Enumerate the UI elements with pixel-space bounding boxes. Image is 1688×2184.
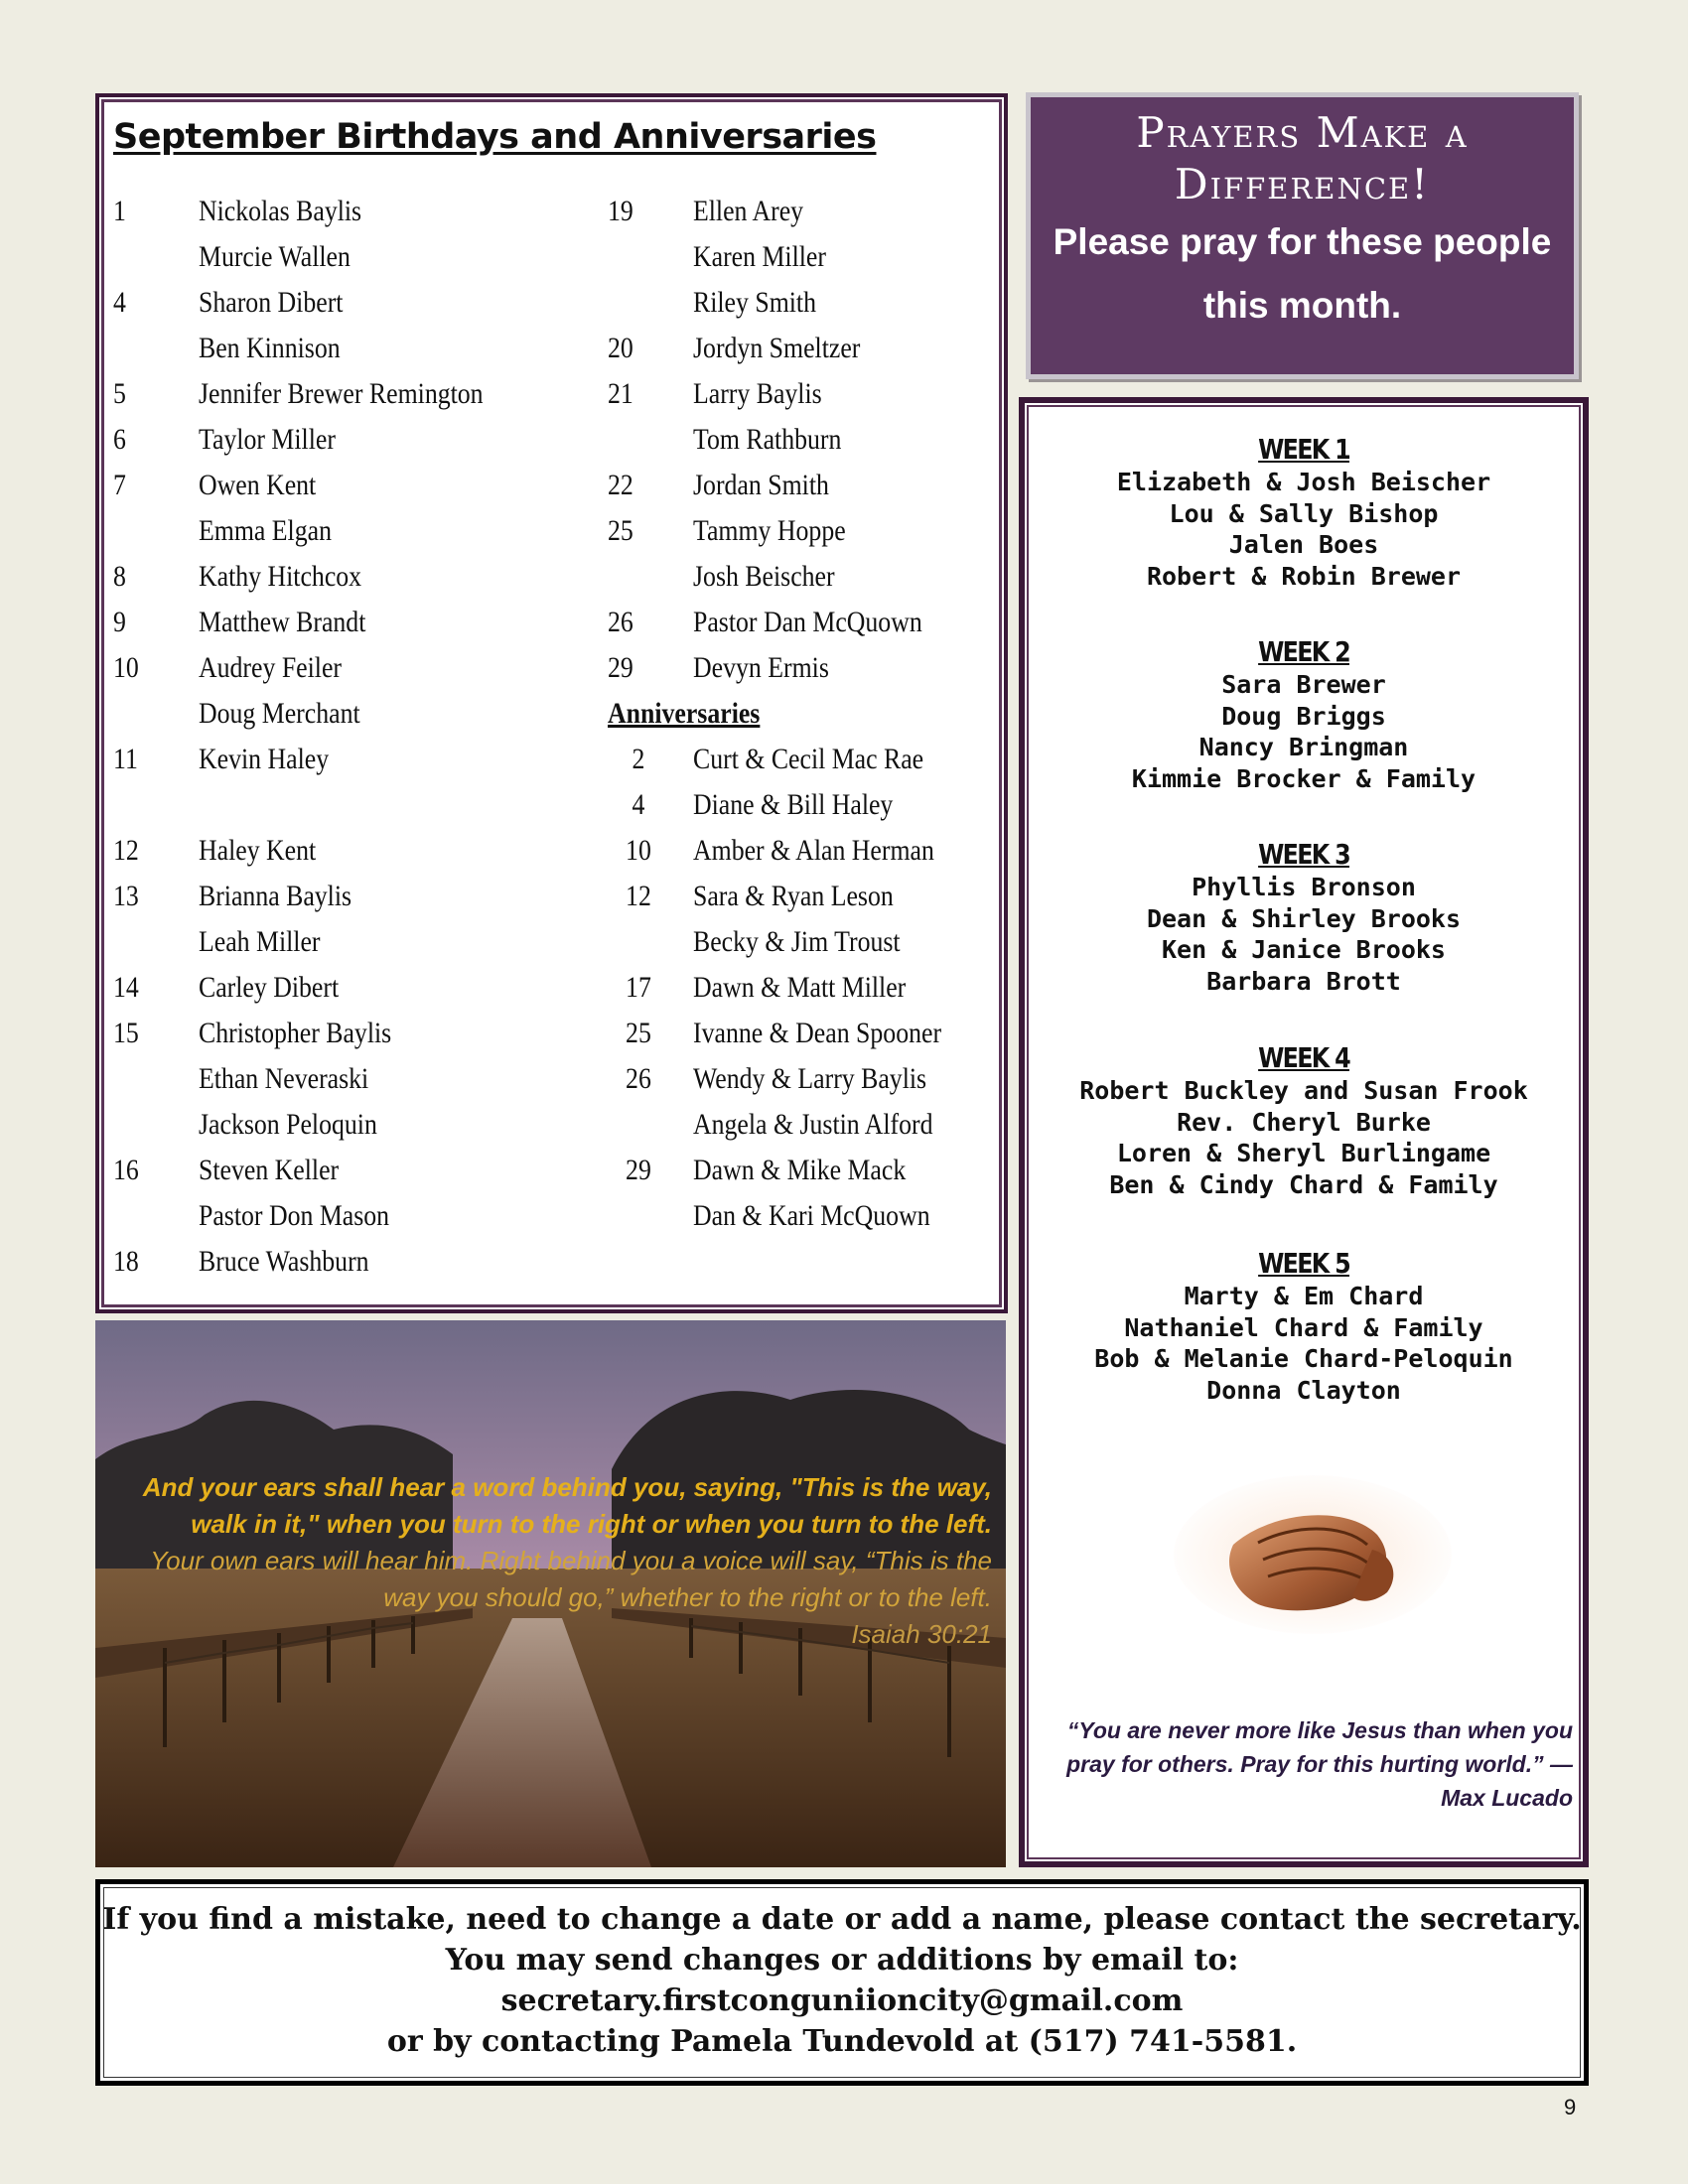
birthday-row <box>113 1239 484 1285</box>
prayer-name: Sara Brewer <box>1221 670 1386 699</box>
birthday-row <box>113 828 484 874</box>
birthday-row <box>113 1148 484 1193</box>
person-name: Nickolas Baylis <box>199 195 362 227</box>
contact-phone-line: or by contacting Pamela Tundevold at (517) 741-5581. <box>386 2024 1298 2059</box>
prayer-week <box>1025 1041 1583 1200</box>
person-name: Kevin Haley <box>199 743 330 775</box>
person-name: Tammy Hoppe <box>693 514 846 547</box>
day-number: 5 <box>113 377 126 410</box>
birthday-row <box>113 691 484 737</box>
day-number: 14 <box>113 971 139 1004</box>
day-number: 12 <box>113 834 139 867</box>
person-name: Audrey Feiler <box>199 651 343 684</box>
birthday-row <box>113 600 484 645</box>
birthday-row <box>113 965 484 1011</box>
prayer-week <box>1025 1247 1583 1406</box>
prayer-list-box <box>1019 397 1589 1867</box>
person-name: Brianna Baylis <box>199 880 352 912</box>
birthday-row <box>608 371 941 417</box>
prayer-name: Loren & Sheryl Burlingame <box>1116 1139 1491 1167</box>
prayer-name: Rev. Cheryl Burke <box>1177 1107 1431 1137</box>
person-name: Becky & Jim Troust <box>693 925 901 958</box>
person-name: Sharon Dibert <box>199 286 344 319</box>
anniversary-row <box>608 1193 941 1239</box>
birthday-row <box>113 463 484 508</box>
contact-box <box>95 1879 1589 2086</box>
birthdays-right-column <box>608 189 996 1239</box>
person-name: Larry Baylis <box>693 377 822 410</box>
birthday-row <box>113 234 484 280</box>
person-name: Taylor Miller <box>199 423 336 456</box>
anniversary-row <box>608 874 941 919</box>
person-name: Diane & Bill Haley <box>693 788 894 821</box>
anniversary-row <box>608 782 941 828</box>
quote-author: Max Lucado <box>1441 1785 1573 1811</box>
prayer-name: Barbara Brott <box>1206 966 1401 996</box>
person-name: Ethan Neveraski <box>199 1062 369 1095</box>
birthday-row <box>113 645 484 691</box>
day-number: 6 <box>113 423 126 456</box>
day-number: 13 <box>113 880 139 912</box>
prayer-name: Elizabeth & Josh Beischer <box>1116 468 1491 496</box>
birthday-row <box>608 645 941 691</box>
person-name: Dawn & Matt Miller <box>693 971 907 1004</box>
person-name: Curt & Cecil Mac Rae <box>693 743 924 775</box>
day-number: 4 <box>113 286 126 319</box>
person-name: Karen Miller <box>693 240 826 273</box>
person-name: Jordan Smith <box>693 469 829 501</box>
person-name: Matthew Brandt <box>199 606 366 638</box>
birthday-row <box>608 326 941 371</box>
week-label: WEEK 4 <box>1258 1041 1349 1074</box>
day-number: 10 <box>626 834 651 867</box>
week-label: WEEK 5 <box>1258 1247 1349 1280</box>
bible-verse <box>108 1469 992 1653</box>
day-number: 16 <box>113 1154 139 1186</box>
day-number: 26 <box>626 1062 651 1095</box>
person-name: Devyn Ermis <box>693 651 829 684</box>
birthday-row <box>113 782 484 828</box>
day-number: 26 <box>608 606 633 638</box>
prayer-name: Lou & Sally Bishop <box>1169 498 1439 528</box>
person-name: Leah Miller <box>199 925 321 958</box>
prayer-name: Dean & Shirley Brooks <box>1146 903 1462 933</box>
person-name: Ben Kinnison <box>199 332 341 364</box>
day-number: 4 <box>632 788 645 821</box>
anniversary-row <box>608 737 941 782</box>
person-name: Kathy Hitchcox <box>199 560 362 593</box>
day-number: 11 <box>113 743 138 775</box>
birthday-row <box>608 280 941 326</box>
birthday-row <box>113 554 484 600</box>
page-number: 9 <box>1564 2095 1577 2119</box>
day-number: 17 <box>626 971 651 1004</box>
prayer-name: Marty & Em Chard <box>1184 1282 1424 1310</box>
day-number: 8 <box>113 560 126 593</box>
prayer-title: Prayers Make a Difference! <box>1136 108 1469 208</box>
week-label: WEEK 2 <box>1258 635 1349 668</box>
prayer-name: Donna Clayton <box>1206 1375 1401 1405</box>
prayer-week <box>1025 838 1583 997</box>
day-number: 7 <box>113 469 126 501</box>
prayer-subtitle: Please pray for these people this month. <box>1053 221 1552 326</box>
person-name: Emma Elgan <box>199 514 332 547</box>
contact-email[interactable]: secretary.firstconguniioncity@gmail.com <box>500 1983 1184 2018</box>
prayer-quote <box>1035 1713 1573 1815</box>
day-number: 21 <box>608 377 633 410</box>
person-name: Ivanne & Dean Spooner <box>693 1017 942 1049</box>
person-name: Jackson Peloquin <box>199 1108 377 1141</box>
day-number: 15 <box>113 1017 139 1049</box>
verse-kjv: And your ears shall hear a word behind you, saying, "This is the way, walk in it," when you turn to the right or when you turn to the left. <box>142 1472 992 1539</box>
prayer-name: Robert Buckley and Susan Frook <box>1079 1076 1528 1105</box>
prayer-name: Jalen Boes <box>1228 530 1379 559</box>
anniversaries-heading <box>608 691 941 737</box>
birthday-row <box>608 463 941 508</box>
anniversary-row <box>608 919 941 965</box>
birthday-row <box>113 1056 484 1102</box>
prayer-week <box>1025 635 1583 794</box>
birthdays-title: September Birthdays and Anniversaries <box>113 117 877 157</box>
day-number: 1 <box>113 195 126 227</box>
person-name: Angela & Justin Alford <box>693 1108 933 1141</box>
prayer-name: Ken & Janice Brooks <box>1162 935 1446 964</box>
praying-hands-icon <box>1164 1465 1452 1644</box>
birthday-row <box>113 1011 484 1056</box>
anniversary-row <box>608 1148 941 1193</box>
person-name: Murcie Wallen <box>199 240 351 273</box>
prayer-name: Nancy Bringman <box>1198 733 1409 761</box>
day-number: 10 <box>113 651 139 684</box>
day-number: 25 <box>626 1017 651 1049</box>
birthday-row <box>113 417 484 463</box>
day-number: 2 <box>632 743 645 775</box>
person-name: Owen Kent <box>199 469 317 501</box>
person-name: Amber & Alan Herman <box>693 834 934 867</box>
person-name: Ellen Arey <box>693 195 804 227</box>
prayer-name: Kimmie Brocker & Family <box>1131 763 1477 793</box>
birthday-row <box>113 508 484 554</box>
birthday-row <box>113 874 484 919</box>
day-number: 18 <box>113 1245 139 1278</box>
person-name: Christopher Baylis <box>199 1017 392 1049</box>
birthday-row <box>113 280 484 326</box>
week-label: WEEK 1 <box>1258 433 1349 466</box>
verse-reference: Isaiah 30:21 <box>851 1619 992 1649</box>
prayer-name: Robert & Robin Brewer <box>1146 561 1462 591</box>
anniversary-row <box>608 828 941 874</box>
prayer-name: Doug Briggs <box>1221 701 1386 731</box>
person-name: Bruce Washburn <box>199 1245 369 1278</box>
person-name: Pastor Don Mason <box>199 1199 390 1232</box>
prayer-name: Nathaniel Chard & Family <box>1124 1312 1483 1342</box>
birthday-row <box>608 189 941 234</box>
birthday-row <box>113 737 484 782</box>
birthday-row <box>608 508 941 554</box>
day-number: 22 <box>608 469 633 501</box>
birthday-row <box>113 189 484 234</box>
birthday-row <box>113 371 484 417</box>
person-name: Jennifer Brewer Remington <box>199 377 484 410</box>
birthdays-box <box>95 93 1008 1313</box>
day-number: 20 <box>608 332 633 364</box>
day-number: 9 <box>113 606 126 638</box>
day-number: 25 <box>608 514 633 547</box>
person-name: Dawn & Mike Mack <box>693 1154 907 1186</box>
person-name: Josh Beischer <box>693 560 835 593</box>
prayer-week <box>1025 433 1583 592</box>
person-name: Tom Rathburn <box>693 423 842 456</box>
person-name: Doug Merchant <box>199 697 360 730</box>
person-name: Wendy & Larry Baylis <box>693 1062 927 1095</box>
day-number: 19 <box>608 195 633 227</box>
person-name: Riley Smith <box>693 286 817 319</box>
prayer-header <box>1026 92 1579 379</box>
person-name: Dan & Kari McQuown <box>693 1199 930 1232</box>
birthday-row <box>608 554 941 600</box>
week-label: WEEK 3 <box>1258 838 1349 871</box>
quote-text: “You are never more like Jesus than when you pray for others. Pray for this hurting world.” — <box>1066 1717 1573 1777</box>
anniversaries-heading-text: Anniversaries <box>608 697 761 730</box>
birthday-row <box>608 417 941 463</box>
contact-instructions: If you find a mistake, need to change a date or add a name, please contact the secretary. You may send changes or additions by email to: <box>102 1902 1582 1978</box>
person-name: Jordyn Smeltzer <box>693 332 861 364</box>
birthday-row <box>608 234 941 280</box>
anniversary-row <box>608 1102 941 1148</box>
prayer-name: Ben & Cindy Chard & Family <box>1109 1169 1498 1199</box>
anniversary-row <box>608 965 941 1011</box>
day-number: 29 <box>608 651 633 684</box>
day-number: 12 <box>626 880 651 912</box>
person-name: Haley Kent <box>199 834 317 867</box>
prayer-name: Phyllis Bronson <box>1192 873 1416 901</box>
day-number: 29 <box>626 1154 651 1186</box>
anniversary-row <box>608 1011 941 1056</box>
birthday-row <box>113 1193 484 1239</box>
birthday-row <box>113 326 484 371</box>
person-name: Pastor Dan McQuown <box>693 606 922 638</box>
person-name: Sara & Ryan Leson <box>693 880 894 912</box>
prayer-name: Bob & Melanie Chard-Peloquin <box>1094 1344 1513 1373</box>
anniversary-row <box>608 1056 941 1102</box>
path-photo <box>95 1320 1006 1867</box>
birthday-row <box>113 1102 484 1148</box>
birthday-row <box>608 600 941 645</box>
person-name: Steven Keller <box>199 1154 340 1186</box>
birthdays-left-column <box>113 189 543 1285</box>
verse-paraphrase: Your own ears will hear him. Right behind you a voice will say, “This is the way you should go,” whether to the right or to the left. <box>150 1546 992 1612</box>
person-name: Carley Dibert <box>199 971 340 1004</box>
birthday-row <box>113 919 484 965</box>
